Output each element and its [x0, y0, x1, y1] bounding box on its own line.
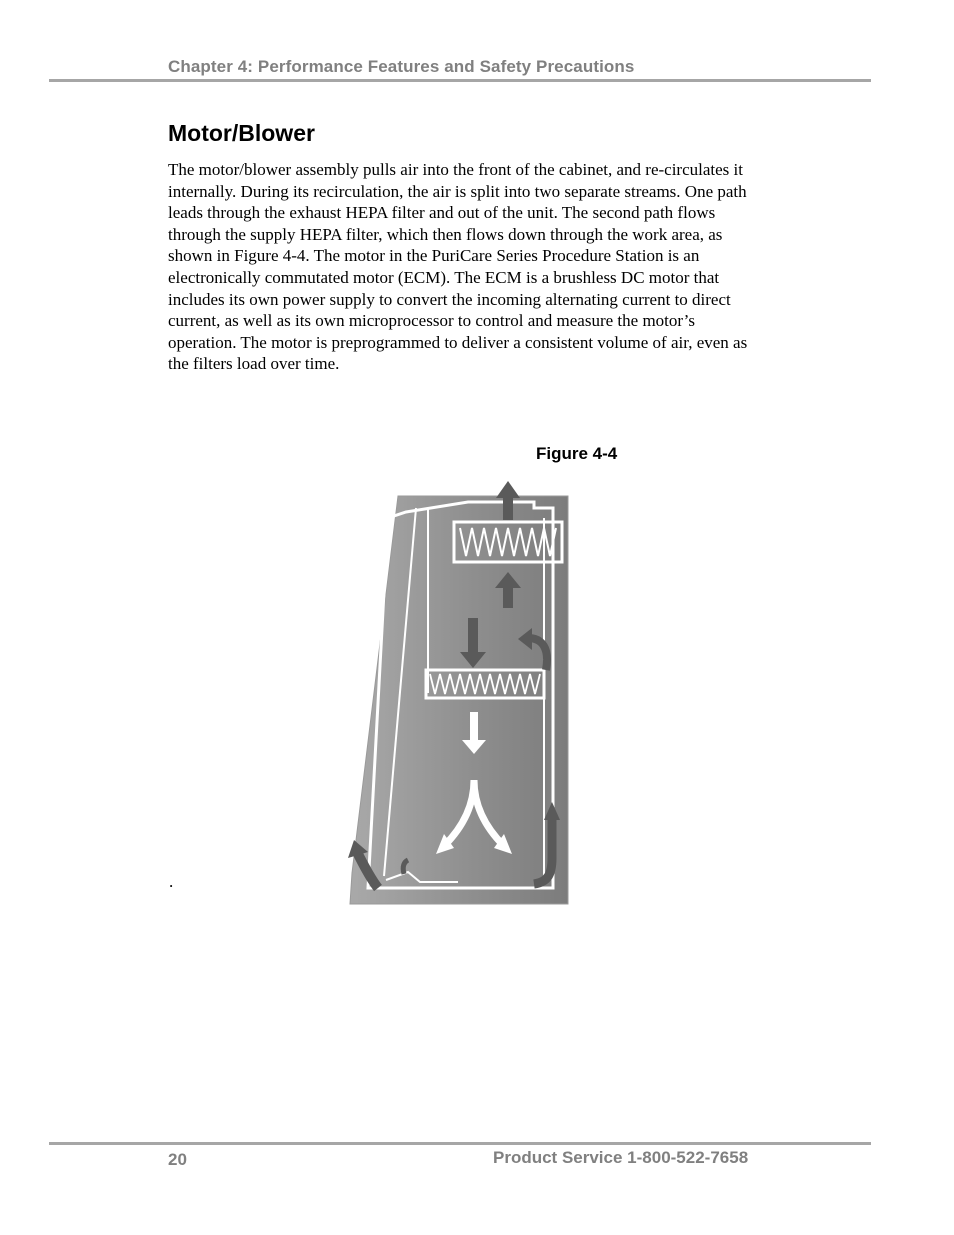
running-head: Chapter 4: Performance Features and Safety Precautions [168, 57, 635, 76]
section-title: Motor/Blower [168, 120, 315, 146]
header-rule [49, 79, 871, 82]
stray-period: . [169, 872, 174, 891]
cabinet-body [350, 496, 568, 904]
page-number: 20 [168, 1150, 187, 1169]
figure-caption: Figure 4-4 [536, 444, 618, 463]
footer-rule [49, 1142, 871, 1145]
airflow-diagram [348, 478, 572, 908]
body-paragraph: The motor/blower assembly pulls air into the front of the cabinet, and re-circulates it internally. During its recirculation, the air is split into two separate streams. One path leads through the exhaust HEPA filter and out of the unit. The second path flows through the supply HEPA filter, which then flows down through the work area, as shown in Figure 4-4. The motor in the PuriCare Series Procedure Station is an electronically commutated motor (ECM). The ECM is a brushless DC motor that includes its own power supply to convert the incoming alternating current to direct current, as well as its own microprocessor to control and measure the motor’s operation. The motor is preprogrammed to deliver a consistent volume of air, even as the filters load over time. [168, 160, 748, 374]
product-service-line: Product Service 1-800-522-7658 [493, 1148, 749, 1167]
